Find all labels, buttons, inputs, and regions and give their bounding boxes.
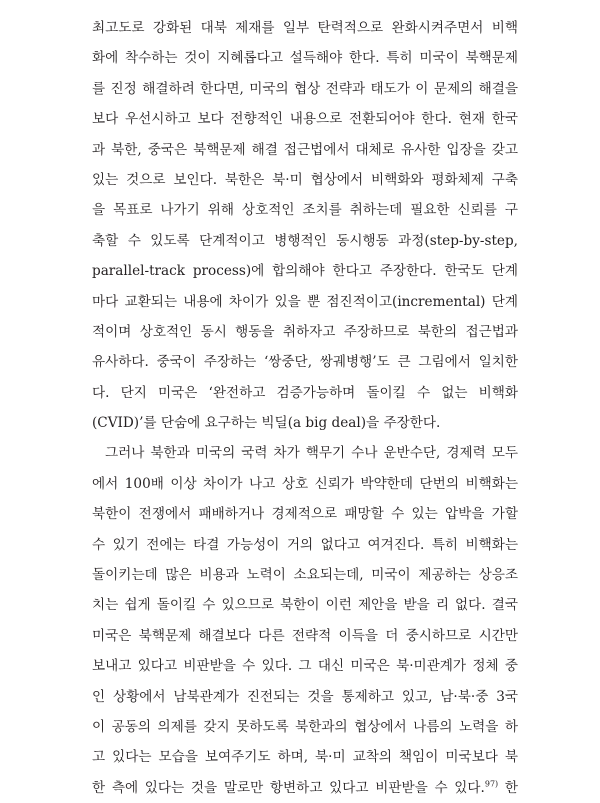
text-line: 보다 우선시하고 보다 전향적인 내용으로 전환되어야 한다. 현재 한국 bbox=[92, 111, 518, 128]
text-line: 마다 교환되는 내용에 차이가 있을 뿐 점진적이고(incremental) 단계 bbox=[92, 293, 518, 310]
text-line: parallel-track process)에 합의해야 한다고 주장한다. 한국도 단계 bbox=[92, 263, 518, 280]
line-text: 한 측에 있다는 것을 말로만 항변하고 있다고 비판받을 수 있다. bbox=[92, 779, 485, 796]
line-text: 한 bbox=[498, 779, 518, 796]
text-line: 에서 100배 이상 차이가 나고 상호 신뢰가 박약한데 단번의 비핵화는 bbox=[92, 475, 518, 492]
text-line: 다. 단지 미국은 ‘완전하고 검증가능하며 돌이킬 수 없는 비핵화 bbox=[92, 384, 518, 401]
paragraph-2 bbox=[92, 438, 518, 803]
paragraph-1 bbox=[92, 13, 518, 438]
text-line: 를 진정 해결하려 한다면, 미국의 협상 전략과 태도가 이 문제의 해결을 bbox=[92, 80, 518, 97]
text-line: 고 있다는 모습을 보여주기도 하며, 북·미 교착의 책임이 미국보다 북 bbox=[92, 749, 518, 766]
text-line: 과 북한, 중국은 북핵문제 해결 접근법에서 대체로 유사한 입장을 갖고 bbox=[92, 141, 518, 158]
text-line: 최고도로 강화된 대북 제재를 일부 탄력적으로 완화시켜주면서 비핵 bbox=[92, 20, 518, 36]
text-line: 축할 수 있도록 단계적이고 병행적인 동시행동 과정(step-by-step, bbox=[92, 232, 518, 249]
text-line: 유사하다. 중국이 주장하는 ‘쌍중단, 쌍궤병행’도 큰 그림에서 일치한 bbox=[92, 354, 518, 371]
text-line: 돌이키는데 많은 비용과 노력이 소요되는데, 미국이 제공하는 상응조 bbox=[92, 567, 518, 584]
text-line: 북한이 전쟁에서 패배하거나 경제적으로 패망할 수 있는 압박을 가할 bbox=[92, 506, 518, 523]
text-line: 보내고 있다고 비판받을 수 있다. 그 대신 미국은 북·미관계가 정체 중 bbox=[92, 658, 518, 675]
text-line: 있는 것으로 보인다. 북한은 북·미 협상에서 비핵화와 평화체제 구축 bbox=[92, 171, 518, 188]
text-line: 치는 쉽게 돌이킬 수 있으므로 북한이 이런 제안을 받을 리 없다. 결국 bbox=[92, 597, 518, 614]
text-line: 인 상황에서 남북관계가 진전되는 것을 통제하고 있고, 남·북·중 3국 bbox=[92, 688, 518, 705]
text-line bbox=[92, 773, 518, 803]
text-line: 수 있기 전에는 타결 가능성이 거의 없다고 여겨진다. 특히 비핵화는 bbox=[92, 536, 518, 553]
text-line: (CVID)’를 단숨에 요구하는 빅딜(a big deal)을 주장한다. bbox=[92, 415, 441, 432]
text-line: 화에 착수하는 것이 지혜롭다고 설득해야 한다. 특히 미국이 북핵문제 bbox=[92, 50, 518, 67]
text-line: 그러나 북한과 미국의 국력 차가 핵무기 수나 운반수단, 경제력 모두 bbox=[105, 445, 518, 462]
body-text bbox=[92, 13, 518, 803]
footnote-marker: 97) bbox=[484, 779, 499, 789]
text-line: 미국은 북핵문제 해결보다 다른 전략적 이득을 더 중시하므로 시간만 bbox=[92, 627, 518, 644]
text-line: 이 공동의 의제를 갖지 못하도록 북한과의 협상에서 나름의 노력을 하 bbox=[92, 718, 518, 735]
text-line: 을 목표로 나가기 위해 상호적인 조치를 취하는데 필요한 신뢰를 구 bbox=[92, 202, 518, 219]
text-line: 적이며 상호적인 동시 행동을 취하자고 주장하므로 북한의 접근법과 bbox=[92, 323, 518, 340]
